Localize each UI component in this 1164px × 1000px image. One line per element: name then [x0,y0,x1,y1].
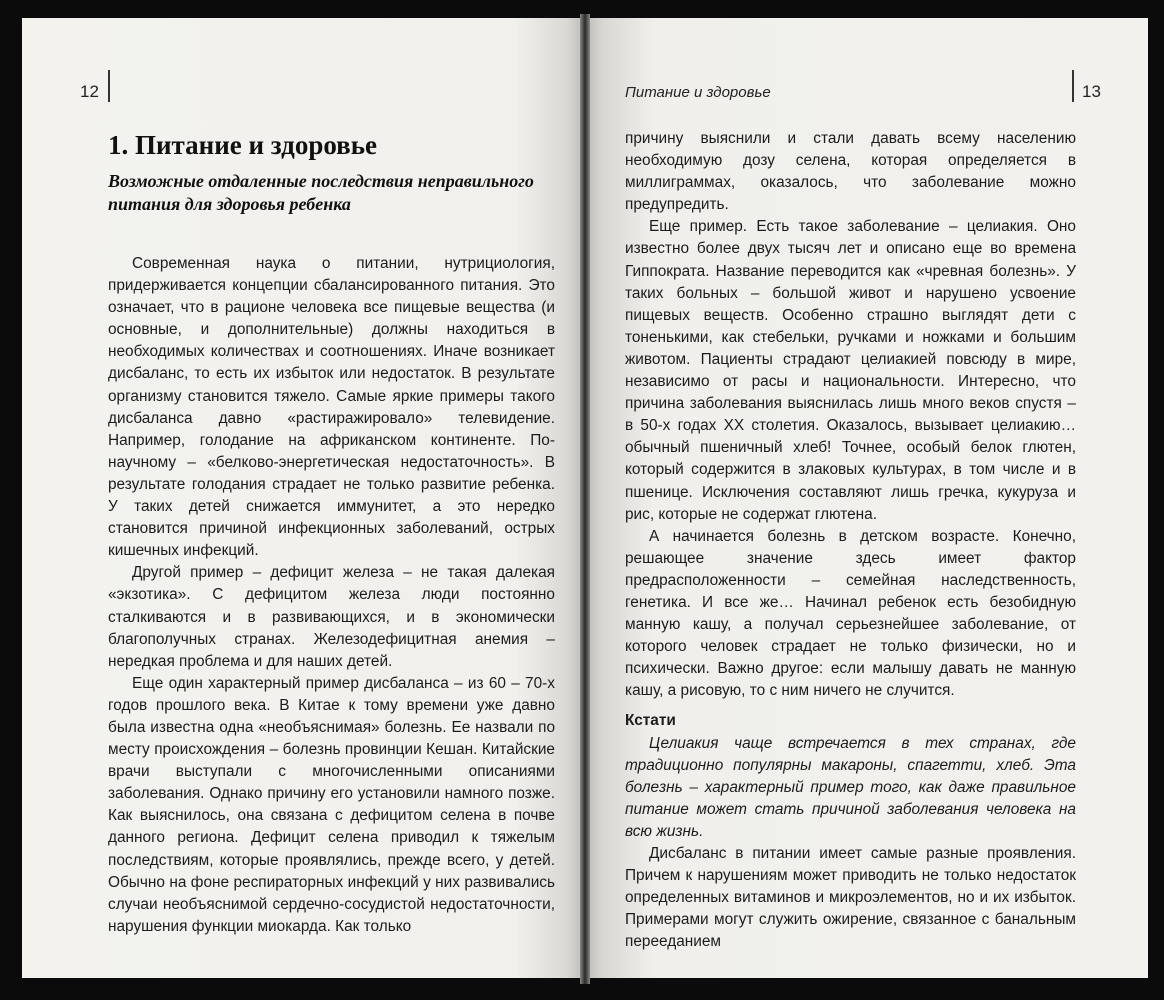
book-spine [580,14,590,984]
body-paragraph: Еще один характерный пример дисбаланса – из 60 – 70-х годов прошлого века. В Китае к тому времени уже давно была известна одна «необъяснимая» болезнь. Ее назвали по месту происхождения – болезнь провинции Кешан. Китайские врачи выступали с многочисленными описаниями заболевания. Однако причину его установили намного позже. Как выяснилось, она связана с дефицитом селена в почве данного региона. Дефицит селена приводил к тяжелым последствиям, которые проявлялись, прежде всего, у детей. Обычно на фоне респираторных инфекций у них развивались случаи необъяснимой сердечно-сосудистой недостаточности, нарушения функции миокарда. Как только [108,674,555,935]
body-paragraph: Еще пример. Есть такое заболевание – целиакия. Оно известно более двух тысяч лет и описано еще во времена Гиппократа. Название переводится как «чревная болезнь». У таких больных – большой живот и нарушено усвоение пищевых веществ. Особенно страшно выглядят дети с тоненькими, как стебельки, ручками и ножками и большим животом. Пациенты страдают целиакией повсюду в мире, независимо от расы и национальности. Интересно, что причина заболевания выяснилась лишь много веков спустя – в 50-х годах XX столетия. Оказалось, вызывает целиакию… обычный пшеничный хлеб! Точнее, особый белок глютен, который содержится в злаковых культурах, в том числе и в пшенице. Исключения составляют лишь гречка, кукуруза и рис, которые не содержат глютена. [625,218,1076,523]
left-page-number: 12 [80,82,99,101]
body-paragraph: причину выяснили и стали давать всему населению необходимую дозу селена, которая определяется в миллиграммах, оказалось, что заболевание можно предупредить. [625,130,1076,214]
aside-title: Кстати [625,712,676,730]
right-page-number: 13 [1082,82,1101,101]
chapter-title: 1. Питание и здоровье [108,130,378,160]
body-paragraph: А начинается болезнь в детском возрасте. Конечно, решающее значение здесь имеет фактор предрасположенности – семейная наследственность, генетика. И все же… Начинал ребенок есть безобидную манную кашу, а получал серьезнейшее заболевание, от которого человек страдает не только физически, но и психически. Важно другое: если малышу давать не манную кашу, а рисовую, то с ним ничего не случится. [625,527,1076,700]
running-head: Питание и здоровье [625,84,771,101]
chapter-subtitle: Возможные отдаленные последствия неправильного питания для здоровья ребенка [108,171,534,214]
body-paragraph: Современная наука о питании, нутрициология, придерживается концепции сбалансированного питания. Это означает, что в рационе человека все пищевые вещества (и основные, и дополнительные) должны находиться в необходимых количествах и соотношениях. Иначе возникает дисбаланс, то есть их избыток или недостаток. В результате организму становится тяжело. Самые яркие примеры такого дисбаланса давно «растиражировало» телевидение. Например, голодание на африканском континенте. По-научному – «белково-энергетическая недостаточность». В результате голодания страдает не только развитие ребенка. У таких детей снижается иммунитет, а это нередко становится причиной инфекционных заболеваний, острых кишечных инфекций. [108,255,555,560]
body-paragraph: Другой пример – дефицит железа – не такая далекая «экзотика». С дефицитом железа люди постоянно сталкиваются и в развивающихся, и в экономически благополучных странах. Железодефицитная анемия – нередкая проблема и для наших детей. [108,564,555,670]
aside-text: Целиакия чаще встречается в тех странах, где традиционно популярны макароны, спагетти, хлеб. Эта болезнь – характерный пример того, как даже правильное питание может стать причиной заболевания человека на всю жизнь. [625,734,1076,840]
body-paragraph: Дисбаланс в питании имеет самые разные проявления. Причем к нарушениям может приводить не только недостаток определенных витаминов и микроэлементов, но и их избыток. Примерами могут служить ожирение, связанное с банальным перееданием [625,845,1076,951]
right-body-text [625,128,1076,953]
left-body-text [108,253,555,938]
right-folio-rule [1072,70,1074,102]
left-folio-rule [108,70,110,102]
